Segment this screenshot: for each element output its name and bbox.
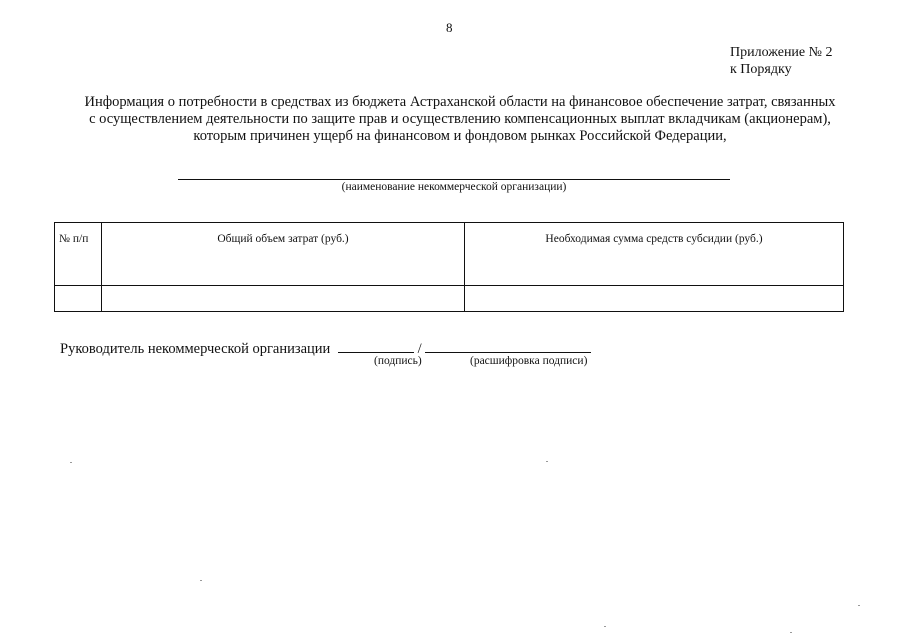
scan-speck <box>858 605 860 606</box>
cell-number <box>55 286 102 312</box>
table-header-row <box>55 223 844 286</box>
signature-blank <box>338 340 414 353</box>
cell-subsidy-amount <box>465 286 844 312</box>
header-subsidy-amount: Необходимая сумма средств субсидии (руб.) <box>465 223 844 286</box>
scan-speck <box>200 580 202 581</box>
page-number: 8 <box>446 20 453 35</box>
cell-total-costs <box>102 286 465 312</box>
appendix-block <box>730 44 833 78</box>
signature-caption: (подпись) <box>374 355 422 367</box>
decoding-caption: (расшифровка подписи) <box>470 355 588 367</box>
table-row <box>55 286 844 312</box>
signature-label: Руководитель некоммерческой организации <box>60 341 331 357</box>
organization-name-line <box>178 179 730 180</box>
scan-speck <box>70 462 72 463</box>
title-line-1: Информация о потребности в средствах из бюджета Астраханской области на финансовое обеспечение затрат, связанных <box>84 94 836 110</box>
appendix-line-1: Приложение № 2 <box>730 45 833 60</box>
decoding-blank <box>425 340 591 353</box>
organization-name-caption: (наименование некоммерческой организации) <box>341 181 567 193</box>
scan-speck <box>546 461 548 462</box>
scan-speck <box>604 626 606 627</box>
appendix-line-2: к Порядку <box>730 62 792 77</box>
scan-speck <box>790 632 792 633</box>
title-line-2: с осуществлением деятельности по защите прав и осуществлению компенсационных выплат вкладчикам (акционерам), <box>89 111 831 127</box>
document-title <box>40 94 880 145</box>
header-number: № п/п <box>55 223 102 286</box>
title-line-3: которым причинен ущерб на финансовом и фондовом рынках Российской Федерации, <box>193 128 727 144</box>
header-total-costs: Общий объем затрат (руб.) <box>102 223 465 286</box>
signature-separator: / <box>417 341 422 357</box>
costs-table <box>54 222 844 312</box>
